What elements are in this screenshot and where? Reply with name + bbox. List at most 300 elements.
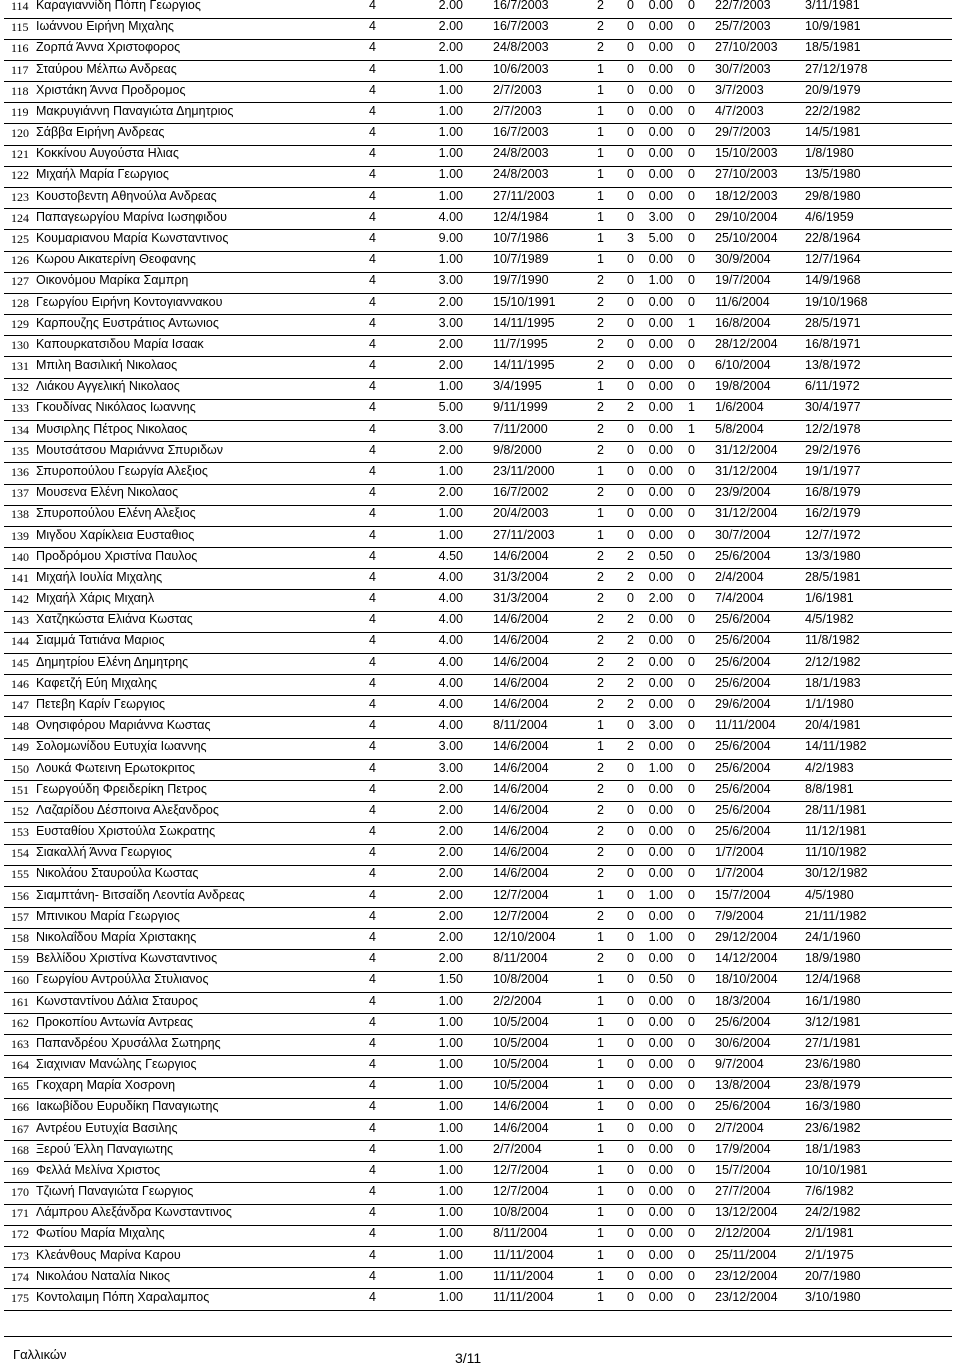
- birth-date: 20/7/1980: [805, 1268, 861, 1283]
- points: 1.00: [438, 1141, 463, 1156]
- appointment-date: 4/7/2003: [715, 103, 764, 118]
- column-e: 0: [627, 506, 634, 521]
- full-name: Μπινικου Μαρία Γεωργιος: [36, 908, 180, 923]
- column-f: 0.00: [648, 824, 673, 838]
- column-d: 1: [597, 1184, 604, 1199]
- full-name: Κοντολαιμη Πόπη Χαραλαμπος: [36, 1290, 210, 1304]
- row-number: 133: [11, 401, 29, 416]
- column-a: 4: [369, 1268, 376, 1283]
- column-g: 0: [688, 442, 695, 457]
- column-e: 2: [627, 569, 634, 584]
- column-g: 0: [688, 358, 695, 373]
- table-row: [0, 739, 960, 757]
- table-row: [0, 888, 960, 906]
- table-row: [0, 210, 960, 228]
- birth-date: 18/1/1983: [805, 1141, 861, 1156]
- column-a: 4: [369, 718, 376, 733]
- column-g: 0: [688, 1268, 695, 1283]
- row-number: 169: [11, 1163, 29, 1178]
- table-row: [0, 1036, 960, 1054]
- application-date: 10/7/1989: [493, 252, 549, 267]
- birth-date: 29/2/1976: [805, 442, 861, 457]
- column-e: 0: [627, 908, 634, 923]
- appointment-date: 29/7/2003: [715, 125, 771, 140]
- points: 4.00: [438, 591, 463, 605]
- appointment-date: 19/8/2004: [715, 379, 771, 394]
- application-date: 10/5/2004: [493, 1035, 549, 1050]
- table-row: [0, 633, 960, 651]
- column-f: 0.00: [648, 1162, 673, 1177]
- table-row: [0, 125, 960, 143]
- application-date: 14/6/2004: [493, 824, 549, 838]
- column-f: 1.00: [648, 887, 673, 902]
- column-g: 0: [688, 379, 695, 394]
- application-date: 24/8/2003: [493, 40, 549, 55]
- column-a: 4: [369, 548, 376, 563]
- column-g: 0: [688, 654, 695, 669]
- birth-date: 14/5/1981: [805, 125, 861, 140]
- row-number: 116: [11, 41, 29, 56]
- birth-date: 12/7/1964: [805, 252, 861, 267]
- appointment-date: 25/11/2004: [715, 1247, 777, 1262]
- column-g: 0: [688, 527, 695, 542]
- appointment-date: 25/6/2004: [715, 612, 771, 627]
- column-e: 3: [627, 231, 634, 245]
- appointment-date: 3/7/2003: [715, 82, 764, 97]
- column-a: 4: [369, 379, 376, 394]
- points: 1.00: [438, 1162, 463, 1177]
- column-f: 0.00: [648, 1078, 673, 1093]
- column-g: 0: [688, 993, 695, 1008]
- column-e: 0: [627, 209, 634, 224]
- application-date: 3/4/1995: [493, 379, 542, 394]
- table-row: [0, 1205, 960, 1223]
- column-e: 0: [627, 61, 634, 76]
- column-g: 0: [688, 866, 695, 881]
- table-row: [0, 189, 960, 207]
- points: 4.00: [438, 654, 463, 669]
- appointment-date: 2/12/2004: [715, 1226, 771, 1241]
- table-row: [0, 655, 960, 673]
- column-f: 0.00: [648, 1120, 673, 1135]
- column-e: 2: [627, 696, 634, 711]
- column-d: 1: [597, 1290, 604, 1304]
- column-a: 4: [369, 696, 376, 711]
- column-d: 1: [597, 125, 604, 140]
- column-g: 0: [688, 591, 695, 605]
- birth-date: 4/2/1983: [805, 760, 854, 775]
- column-d: 2: [597, 802, 604, 817]
- points: 4.00: [438, 209, 463, 224]
- appointment-date: 25/6/2004: [715, 675, 771, 690]
- column-e: 0: [627, 887, 634, 902]
- column-f: 0.00: [648, 167, 673, 182]
- appointment-date: 25/6/2004: [715, 760, 771, 775]
- column-d: 2: [597, 951, 604, 966]
- birth-date: 3/12/1981: [805, 1014, 861, 1029]
- column-e: 0: [627, 527, 634, 542]
- column-f: 0.00: [648, 358, 673, 373]
- column-g: 0: [688, 718, 695, 733]
- birth-date: 2/1/1975: [805, 1247, 854, 1262]
- table-row: [0, 485, 960, 503]
- birth-date: 29/8/1980: [805, 188, 861, 203]
- application-date: 20/4/2003: [493, 506, 549, 521]
- column-e: 0: [627, 1290, 634, 1304]
- full-name: Λουκά Φωτεινη Ερωτοκριτος: [36, 760, 196, 775]
- column-d: 2: [597, 358, 604, 373]
- column-f: 0.00: [648, 802, 673, 817]
- full-name: Σπυροπούλου Ελένη Αλεξιος: [36, 506, 196, 521]
- column-d: 1: [597, 972, 604, 987]
- column-d: 2: [597, 696, 604, 711]
- column-d: 1: [597, 103, 604, 118]
- application-date: 2/7/2003: [493, 103, 542, 118]
- row-number: 150: [11, 761, 29, 776]
- column-g: 0: [688, 252, 695, 267]
- column-f: 0.00: [648, 569, 673, 584]
- column-e: 0: [627, 485, 634, 500]
- appointment-date: 25/6/2004: [715, 1014, 771, 1029]
- appointment-date: 9/7/2004: [715, 1057, 764, 1071]
- column-a: 4: [369, 824, 376, 838]
- points: 2.00: [438, 802, 463, 817]
- table-row: [0, 761, 960, 779]
- column-e: 0: [627, 972, 634, 987]
- table-row: [0, 803, 960, 821]
- column-f: 0.00: [648, 908, 673, 923]
- points: 1.00: [438, 379, 463, 394]
- column-e: 0: [627, 442, 634, 457]
- table-row: [0, 146, 960, 164]
- column-a: 4: [369, 781, 376, 796]
- full-name: Μιχαήλ Ιουλία Μιχαλης: [36, 569, 163, 584]
- column-e: 0: [627, 718, 634, 733]
- column-a: 4: [369, 1162, 376, 1177]
- appointment-date: 25/6/2004: [715, 548, 771, 563]
- appointment-date: 15/10/2003: [715, 146, 778, 161]
- points: 2.00: [438, 845, 463, 860]
- table-row: [0, 845, 960, 863]
- table-row: [0, 528, 960, 546]
- points: 1.00: [438, 1184, 463, 1199]
- appointment-date: 13/12/2004: [715, 1205, 778, 1220]
- points: 1.00: [438, 188, 463, 203]
- points: 3.00: [438, 760, 463, 775]
- appointment-date: 5/8/2004: [715, 421, 764, 436]
- column-e: 0: [627, 760, 634, 775]
- column-g: 0: [688, 188, 695, 203]
- column-e: 0: [627, 1035, 634, 1050]
- column-e: 0: [627, 1057, 634, 1071]
- application-date: 10/8/2004: [493, 972, 549, 987]
- points: 2.00: [438, 485, 463, 500]
- points: 1.00: [438, 1035, 463, 1050]
- points: 2.00: [438, 442, 463, 457]
- appointment-date: 25/10/2004: [715, 231, 778, 245]
- appointment-date: 15/7/2004: [715, 1162, 771, 1177]
- column-a: 4: [369, 591, 376, 605]
- column-d: 1: [597, 1035, 604, 1050]
- table-row: [0, 358, 960, 376]
- appointment-date: 25/7/2003: [715, 19, 771, 34]
- column-g: 0: [688, 675, 695, 690]
- column-g: 0: [688, 1014, 695, 1029]
- appointment-date: 22/7/2003: [715, 0, 771, 12]
- points: 3.00: [438, 421, 463, 436]
- appointment-date: 1/7/2004: [715, 866, 764, 881]
- application-date: 19/7/1990: [493, 273, 549, 288]
- row-number: 168: [11, 1142, 29, 1157]
- column-f: 0.00: [648, 1205, 673, 1220]
- column-a: 4: [369, 929, 376, 944]
- application-date: 10/5/2004: [493, 1078, 549, 1093]
- points: 1.00: [438, 1057, 463, 1071]
- row-number: 144: [11, 634, 29, 649]
- column-e: 0: [627, 19, 634, 34]
- column-a: 4: [369, 951, 376, 966]
- column-e: 0: [627, 1078, 634, 1093]
- column-d: 2: [597, 824, 604, 838]
- column-f: 0.00: [648, 1290, 673, 1304]
- row-number: 139: [11, 528, 29, 543]
- row-number: 129: [11, 316, 29, 331]
- points: 1.00: [438, 993, 463, 1008]
- table-row: [0, 972, 960, 990]
- application-date: 8/11/2004: [493, 1226, 548, 1241]
- full-name: Κοκκίνου Αυγούστα Ηλιας: [36, 146, 179, 161]
- column-a: 4: [369, 442, 376, 457]
- column-f: 1.00: [648, 929, 673, 944]
- row-number: 148: [11, 719, 29, 734]
- column-f: 0.00: [648, 633, 673, 648]
- appointment-date: 27/10/2003: [715, 40, 778, 55]
- column-a: 4: [369, 1057, 376, 1071]
- row-number: 126: [11, 253, 29, 268]
- row-number: 141: [11, 570, 29, 585]
- application-date: 8/11/2004: [493, 718, 548, 733]
- column-g: 0: [688, 951, 695, 966]
- column-e: 2: [627, 548, 634, 563]
- column-d: 1: [597, 61, 604, 76]
- row-number: 161: [11, 994, 29, 1009]
- application-date: 12/7/2004: [493, 1162, 549, 1177]
- application-date: 14/6/2004: [493, 696, 549, 711]
- column-e: 0: [627, 252, 634, 267]
- column-g: 0: [688, 19, 695, 34]
- column-e: 2: [627, 612, 634, 627]
- column-f: 0.00: [648, 421, 673, 436]
- column-e: 0: [627, 125, 634, 140]
- column-f: 3.00: [648, 209, 673, 224]
- points: 1.00: [438, 61, 463, 76]
- column-g: 0: [688, 824, 695, 838]
- full-name: Μουτσάτσου Μαριάννα Σπυριδων: [36, 442, 224, 457]
- column-f: 0.00: [648, 866, 673, 881]
- full-name: Νικολάου Σταυρούλα Κωστας: [36, 866, 199, 881]
- column-g: 0: [688, 146, 695, 161]
- application-date: 14/6/2004: [493, 781, 549, 796]
- appointment-date: 30/7/2003: [715, 61, 771, 76]
- points: 1.00: [438, 167, 463, 182]
- birth-date: 16/8/1979: [805, 485, 861, 500]
- table-row: [0, 443, 960, 461]
- row-number: 166: [11, 1100, 29, 1115]
- column-g: 0: [688, 802, 695, 817]
- column-f: 1.00: [648, 760, 673, 775]
- full-name: Καρπουζης Ευστράτιος Αντωνιος: [36, 315, 219, 330]
- column-f: 0.00: [648, 252, 673, 267]
- column-e: 0: [627, 1099, 634, 1114]
- birth-date: 24/2/1982: [805, 1205, 861, 1220]
- application-date: 7/11/2000: [493, 421, 548, 436]
- column-a: 4: [369, 125, 376, 140]
- full-name: Κλεάνθους Μαρίνα Καρου: [36, 1247, 181, 1262]
- column-f: 0.00: [648, 40, 673, 55]
- table-row: [0, 824, 960, 842]
- column-g: 0: [688, 1247, 695, 1262]
- column-f: 0.00: [648, 1247, 673, 1262]
- application-date: 12/10/2004: [493, 929, 556, 944]
- table-row: [0, 62, 960, 80]
- birth-date: 21/11/1982: [805, 908, 867, 923]
- column-a: 4: [369, 612, 376, 627]
- column-a: 4: [369, 802, 376, 817]
- application-date: 24/8/2003: [493, 167, 549, 182]
- column-d: 2: [597, 19, 604, 34]
- column-e: 0: [627, 1120, 634, 1135]
- row-number: 157: [11, 909, 29, 924]
- column-g: 0: [688, 0, 695, 12]
- row-number: 154: [11, 846, 29, 861]
- row-number: 170: [11, 1185, 29, 1200]
- table-row: [0, 1142, 960, 1160]
- appointment-date: 25/6/2004: [715, 802, 771, 817]
- application-date: 14/6/2004: [493, 802, 549, 817]
- column-a: 4: [369, 1078, 376, 1093]
- column-a: 4: [369, 1120, 376, 1135]
- row-number: 143: [11, 613, 29, 628]
- application-date: 16/7/2003: [493, 19, 549, 34]
- application-date: 14/6/2004: [493, 675, 549, 690]
- column-a: 4: [369, 294, 376, 309]
- full-name: Ζορπά Άννα Χριστοφορος: [36, 40, 181, 55]
- row-number: 123: [11, 189, 29, 204]
- points: 4.00: [438, 612, 463, 627]
- full-name: Γεωργίου Ειρήνη Κοντογιαννακου: [36, 294, 223, 309]
- column-e: 2: [627, 739, 634, 754]
- birth-date: 1/6/1981: [805, 591, 854, 605]
- column-g: 0: [688, 125, 695, 140]
- application-date: 10/5/2004: [493, 1014, 549, 1029]
- page-number: 3/11: [455, 1350, 482, 1366]
- birth-date: 12/7/1972: [805, 527, 861, 542]
- column-d: 2: [597, 675, 604, 690]
- row-number: 128: [11, 295, 29, 310]
- column-f: 0.00: [648, 654, 673, 669]
- birth-date: 27/1/1981: [805, 1035, 861, 1050]
- full-name: Σιαμμά Τατιάνα Μαριος: [36, 633, 165, 648]
- column-d: 1: [597, 887, 604, 902]
- column-d: 1: [597, 231, 604, 245]
- column-g: 0: [688, 103, 695, 118]
- column-f: 0.00: [648, 1268, 673, 1283]
- column-d: 2: [597, 548, 604, 563]
- birth-date: 23/8/1979: [805, 1078, 861, 1093]
- full-name: Καπουρκατσιδου Μαρία Ισαακ: [36, 336, 204, 351]
- application-date: 31/3/2004: [493, 591, 549, 605]
- full-name: Γκουδίνας Νικόλαος Ιωαννης: [36, 400, 196, 415]
- column-d: 2: [597, 485, 604, 500]
- full-name: Γκοχαρη Μαρία Χοσρονη: [36, 1078, 176, 1093]
- appointment-date: 30/6/2004: [715, 1035, 771, 1050]
- application-date: 12/7/2004: [493, 887, 549, 902]
- table-row: [0, 231, 960, 249]
- column-f: 0.00: [648, 146, 673, 161]
- column-e: 0: [627, 379, 634, 394]
- column-f: 0.00: [648, 675, 673, 690]
- points: 2.00: [438, 887, 463, 902]
- column-d: 1: [597, 82, 604, 97]
- application-date: 2/7/2004: [493, 1141, 542, 1156]
- column-e: 0: [627, 464, 634, 478]
- points: 1.00: [438, 1120, 463, 1135]
- full-name: Νικολαΐδου Μαρία Χριστακης: [36, 929, 197, 944]
- birth-date: 7/6/1982: [805, 1184, 854, 1199]
- birth-date: 3/11/1981: [805, 0, 860, 12]
- column-g: 0: [688, 760, 695, 775]
- column-e: 0: [627, 167, 634, 182]
- column-e: 0: [627, 824, 634, 838]
- birth-date: 1/8/1980: [805, 146, 854, 161]
- appointment-date: 27/7/2004: [715, 1184, 771, 1199]
- column-a: 4: [369, 336, 376, 351]
- column-d: 2: [597, 612, 604, 627]
- column-a: 4: [369, 1141, 376, 1156]
- appointment-date: 19/7/2004: [715, 273, 771, 288]
- appointment-date: 23/12/2004: [715, 1290, 778, 1304]
- table-row: [0, 104, 960, 122]
- column-d: 2: [597, 591, 604, 605]
- table-row: [0, 591, 960, 609]
- application-date: 11/11/2004: [493, 1268, 554, 1283]
- row-number: 151: [11, 782, 29, 797]
- full-name: Σταύρου Μέλπω Ανδρεας: [36, 61, 177, 76]
- column-d: 1: [597, 929, 604, 944]
- row-number: 156: [11, 888, 29, 903]
- column-e: 0: [627, 1247, 634, 1262]
- column-a: 4: [369, 61, 376, 76]
- full-name: Κουμαριανου Μαρία Κωνσταντινος: [36, 231, 229, 245]
- full-name: Σπυροπούλου Γεωργία Αλεξιος: [36, 464, 208, 478]
- birth-date: 19/10/1968: [805, 294, 868, 309]
- row-number: 145: [11, 655, 29, 670]
- column-e: 2: [627, 654, 634, 669]
- appointment-date: 11/6/2004: [715, 294, 770, 309]
- birth-date: 8/8/1981: [805, 781, 854, 796]
- column-a: 4: [369, 167, 376, 182]
- column-d: 1: [597, 718, 604, 733]
- full-name: Προκοπίου Αντωνία Αντρεας: [36, 1014, 194, 1029]
- column-g: 0: [688, 1035, 695, 1050]
- column-d: 1: [597, 209, 604, 224]
- column-d: 1: [597, 527, 604, 542]
- column-f: 0.00: [648, 527, 673, 542]
- appointment-date: 13/8/2004: [715, 1078, 771, 1093]
- table-row: [0, 549, 960, 567]
- birth-date: 19/1/1977: [805, 464, 861, 478]
- table-row: [0, 1226, 960, 1244]
